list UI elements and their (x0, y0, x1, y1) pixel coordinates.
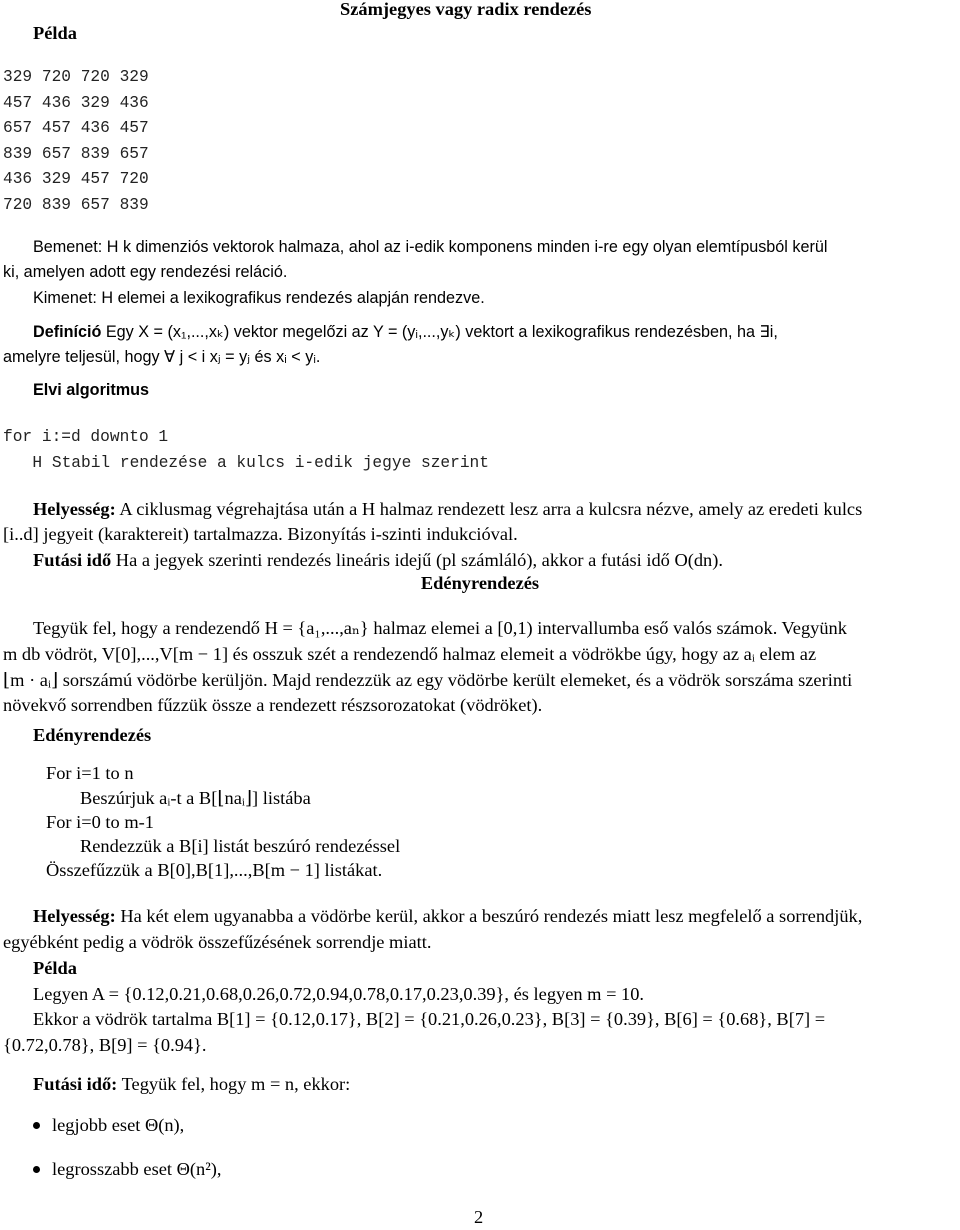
correctness2-label: Helyesség: (33, 906, 116, 926)
radix-row: 657 457 436 457 (3, 119, 149, 137)
code-line: H Stabil rendezése a kulcs i-edik jegye szerint (13, 454, 489, 472)
algorithm-heading: Elvi algoritmus (33, 381, 150, 399)
code-line: for i:=d downto 1 (3, 428, 169, 446)
bullet-dot (33, 1122, 40, 1129)
input-text-cont: ki, amelyen adott egy rendezési reláció. (3, 263, 288, 281)
runtime-text: Ha a jegyek szerinti rendezés lineáris idejű (pl számláló), akkor a futási idő O(dn). (115, 550, 723, 570)
example-line: Ekkor a vödrök tartalma B[1] = {0.12,0.17}, B[2] = {0.21,0.26,0.23}, B[3] = {0.39}, B[6] = {0.68}, B[7] = (33, 1009, 826, 1029)
example-line: Legyen A = {0.12,0.21,0.68,0.26,0.72,0.94,0.78,0.17,0.23,0.39}, és legyen m = 10. (33, 984, 645, 1004)
correctness2-text: Ha két elem ugyanabba a vödörbe kerül, akkor a beszúró rendezés miatt lesz megfelelő a sorrendjük, (120, 906, 863, 926)
bucket-para-line: növekvő sorrendben fűzzük össze a rendezett részsorozatokat (vödröket). (3, 695, 543, 715)
bullet-dot (33, 1166, 40, 1173)
runtime-label: Futási idő (33, 550, 112, 570)
bucket-para-line: Tegyük fel, hogy a rendezendő H = {a₁,...,aₙ} halmaz elemei a [0,1) intervallumba eső valós számok. Vegyünk (33, 618, 847, 638)
algo-line: Rendezzük a B[i] listát beszúró rendezéssel (80, 836, 401, 856)
correctness-text: A ciklusmag végrehajtása után a H halmaz rendezett lesz arra a kulcsra nézve, amely az eredeti kulcs (119, 499, 863, 519)
definition-line1 (33, 322, 778, 342)
algo-line: Beszúrjuk aᵢ-t a B[⌊naᵢ⌋] listába (80, 788, 311, 808)
radix-row: 839 657 839 657 (3, 145, 149, 163)
algo-line: For i=1 to n (46, 763, 134, 783)
correctness2-line1 (33, 903, 862, 929)
bucket-algo-heading: Edényrendezés (33, 725, 152, 745)
definition-line2: amelyre teljesül, hogy ∀ j < i xⱼ = yⱼ és xᵢ < yᵢ. (3, 348, 321, 366)
definition-text: Egy X = (x₁,...,xₖ) vektor megelőzi az Y = (yᵢ,...,yₖ) vektort a lexikografikus rendezésben, ha ∃i, (105, 323, 778, 341)
runtime2-line (33, 1071, 350, 1097)
correctness2-line2: egyébként pedig a vödrök összefűzésének sorrendje miatt. (3, 932, 432, 952)
bullet-item: legjobb eset Θ(n), (52, 1115, 185, 1135)
correctness-line2: [i..d] jegyeit (karaktereit) tartalmazza. Bizonyítás i-szinti indukcióval. (3, 524, 518, 544)
algo-line: Összefűzzük a B[0],B[1],...,B[m − 1] listákat. (46, 860, 383, 880)
page-title: Számjegyes vagy radix rendezés (340, 0, 592, 19)
input-text: Bemenet: H k dimenziós vektorok halmaza, ahol az i-edik komponens minden i-re egy olyan elemtípusból kerül (33, 238, 828, 256)
radix-row: 457 436 329 436 (3, 94, 149, 112)
example-heading-2: Példa (33, 958, 77, 978)
definition-label: Definíció (33, 323, 102, 341)
output-text: Kimenet: H elemei a lexikografikus rendezés alapján rendezve. (33, 289, 485, 307)
example-heading: Példa (33, 23, 77, 43)
radix-row: 329 720 720 329 (3, 68, 149, 86)
radix-row: 436 329 457 720 (3, 170, 149, 188)
page-number: 2 (474, 1207, 484, 1227)
bucket-para-line: m db vödröt, V[0],...,V[m − 1] és osszuk szét a rendezendő halmaz elemeit a vödrökbe úgy, hogy az aᵢ elem az (3, 644, 817, 664)
bucket-sort-heading: Edényrendezés (420, 573, 540, 593)
runtime2-text: Tegyük fel, hogy m = n, ekkor: (121, 1074, 351, 1094)
bullet-item: legrosszabb eset Θ(n²), (52, 1159, 222, 1179)
algo-line: For i=0 to m-1 (46, 812, 154, 832)
radix-row: 720 839 657 839 (3, 196, 149, 214)
correctness-label: Helyesség: (33, 499, 116, 519)
runtime2-label: Futási idő: (33, 1074, 118, 1094)
bucket-para-line: ⌊m · aᵢ⌋ sorszámú vödörbe kerüljön. Majd rendezzük az egy vödörbe került elemeket, és a vödrök sorszáma szerinti (3, 670, 853, 690)
correctness-line1 (33, 496, 862, 522)
example-line: {0.72,0.78}, B[9] = {0.94}. (3, 1035, 207, 1055)
